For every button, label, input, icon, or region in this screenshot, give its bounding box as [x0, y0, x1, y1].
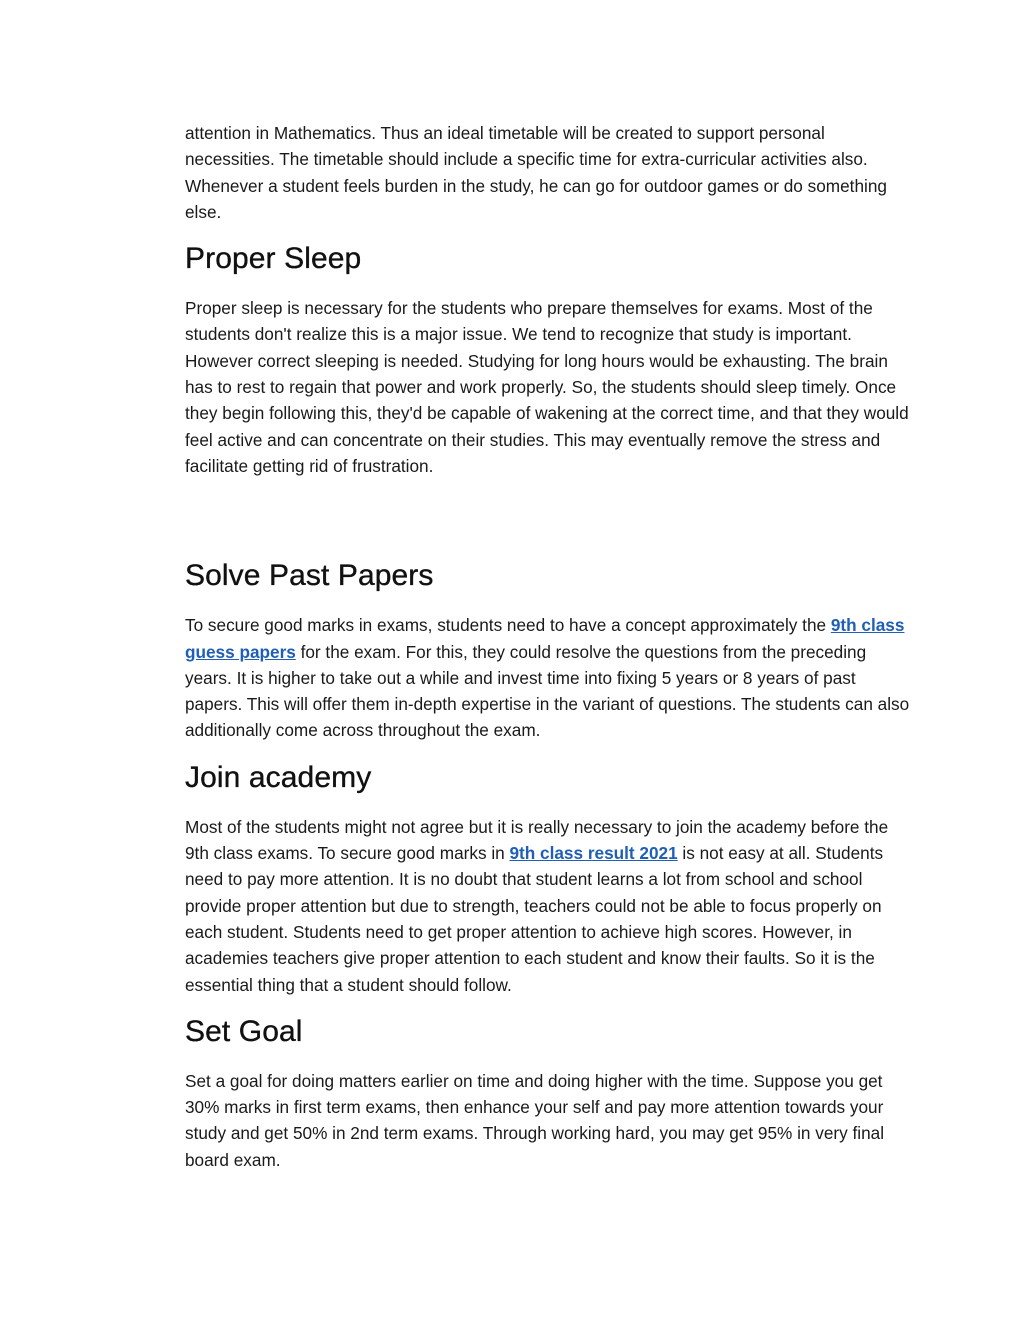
heading-solve-past-papers: Solve Past Papers [185, 559, 434, 593]
paragraph-text-after-link: for the exam. For this, they could resolve the questions from the preceding years. It is higher to take out a while and invest time into fixing 5 years or 8 years of past papers. This will offer them in-depth expertise in the variant of questions. The students can also additionally come across throughout the exam. [185, 641, 910, 741]
paragraph-proper-sleep: Proper sleep is necessary for the students who prepare themselves for exams. Most of the students don't realize this is a major issue. We tend to recognize that study is important. However correct sleeping is needed. Studying for long hours would be exhausting. The brain has to rest to regain that power and work properly. So, the students should sleep timely. Once they begin following this, they'd be capable of wakening at the correct time, and that they would feel active and can concentrate on their studies. This may eventually remove the stress and facilitate getting rid of frustration. [185, 298, 909, 476]
heading-proper-sleep: Proper Sleep [185, 242, 362, 276]
heading-set-goal: Set Goal [185, 1014, 303, 1048]
paragraph-join-academy [185, 814, 915, 998]
paragraph-text-after-link: is not easy at all. Students need to pay more attention. It is no doubt that student learns a lot from school and school provide proper attention but due to strength, teachers could not be able to focus properly on each student. Students need to get proper attention to achieve high scores. However, in academies teachers give proper attention to each student and know their faults. So it is the essential thing that a student should follow. [185, 843, 884, 995]
document-page [185, 120, 915, 1173]
intro-paragraph: attention in Mathematics. Thus an ideal timetable will be created to support personal necessities. The timetable should include a specific time for extra-curricular activities also. Whenever a student feels burden in the study, he can go for outdoor games or do something else. [185, 123, 887, 222]
guess-papers-link[interactable]: 9th class guess papers [185, 615, 905, 662]
class-result-link[interactable]: 9th class result 2021 [509, 843, 678, 864]
paragraph-set-goal: Set a goal for doing matters earlier on time and doing higher with the time. Suppose you get 30% marks in first term exams, then enhance your self and pay more attention towards your study and get 50% in 2nd term exams. Through working hard, you may get 95% in very final board exam. [185, 1070, 885, 1170]
paragraph-text-before-link: Most of the students might not agree but it is really necessary to join the academy before the 9th class exams. To secure good marks in [185, 816, 889, 864]
paragraph-solve-past-papers [185, 612, 915, 743]
heading-join-academy: Join academy [185, 760, 372, 794]
paragraph-text-before-link: To secure good marks in exams, students need to have a concept approximately the [185, 615, 831, 636]
